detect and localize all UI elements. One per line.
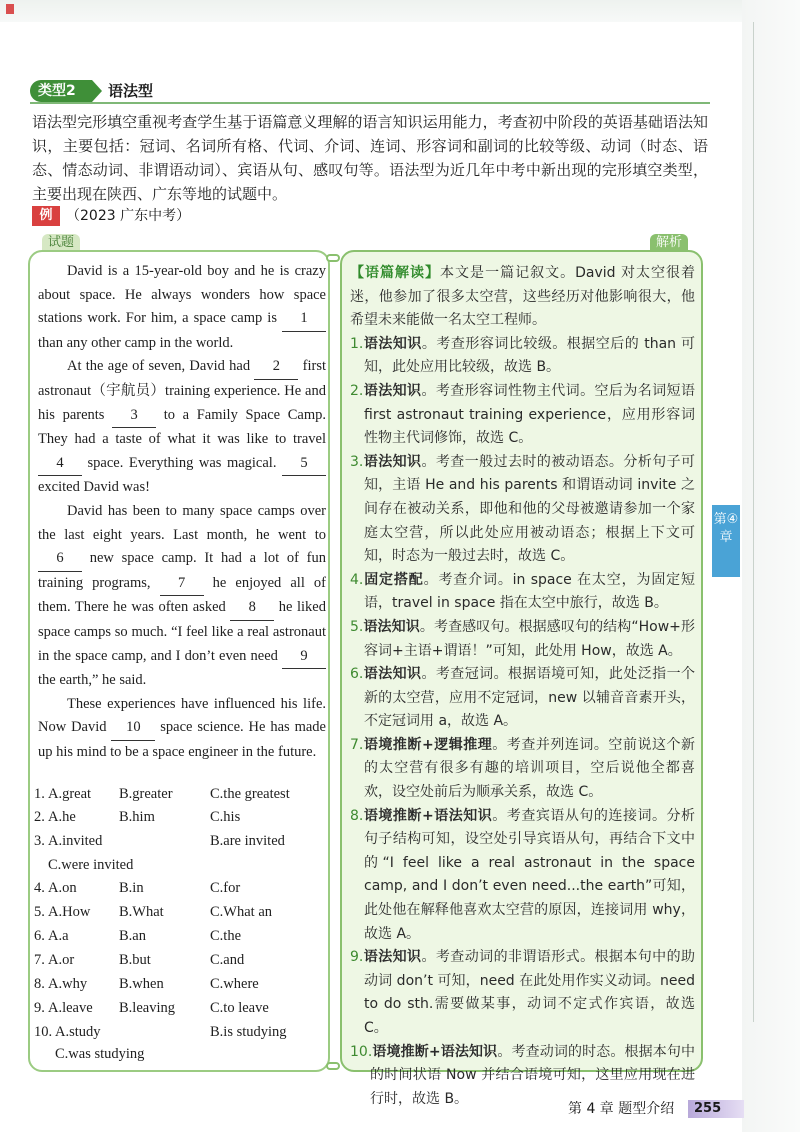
ring-clip-bottom (326, 1062, 340, 1070)
option-c: C.the greatest (210, 786, 290, 802)
analysis-type: 语境推断+逻辑推理 (363, 736, 493, 753)
option-number: 3. (34, 833, 45, 849)
blank: 1 (282, 307, 326, 332)
option-c: C.was studying (55, 1046, 145, 1062)
analysis-explanation: 。考查动词的时态。根据本句中的时间状语 Now 并结合语境可知，这里应用现在进行时，故选 B。 (370, 1043, 696, 1107)
blank: 2 (254, 355, 298, 380)
option-number: 1. (34, 786, 45, 802)
analysis-type: 语境推断+语法知识 (372, 1043, 498, 1060)
passage-text: space science. He has made up his mind to be a space engineer in the future. (38, 719, 326, 760)
option-b: B.are invited (210, 833, 285, 849)
top-bar (0, 0, 800, 22)
analysis-number: 4. (350, 571, 364, 588)
passage-text: At the age of seven, David had (67, 358, 255, 375)
option-number: 10. (34, 1024, 53, 1040)
option-c: C.What an (210, 904, 273, 920)
option-b: B.What (119, 904, 164, 920)
ring-clip-top (326, 254, 340, 262)
analysis-number: 2. (350, 382, 364, 399)
edge-divider (753, 22, 754, 1022)
analysis-number: 7. (350, 736, 364, 753)
option-a: A.on (48, 880, 77, 896)
analysis-explanation: 。考查感叹句。根据感叹句的结构“How+形容词+主语+谓语！”可知，此处用 How，故选 A。 (364, 618, 696, 659)
analysis-explanation: 。考查冠词。根据语境可知，此处泛指一个新的太空营，应用不定冠词，new 以辅音音素开头，不定冠词用 a，故选 A。 (364, 666, 696, 730)
analysis-number: 5. (350, 618, 364, 635)
analysis-type: 语法知识 (363, 453, 422, 470)
analysis-type: 语法知识 (363, 666, 422, 683)
analysis-number: 1. (350, 335, 364, 352)
passage-text: excited David was! (38, 479, 150, 496)
analysis-lead (350, 262, 695, 333)
example-badge: 例 (32, 206, 60, 226)
option-a: A.or (48, 952, 75, 968)
section-title: 语法型 (108, 82, 154, 100)
analysis-item (350, 569, 695, 616)
passage-text: David is a 15-year-old boy and he is crazy about space. He always wonders how space stations work. For him, a space camp is (38, 263, 326, 327)
option-c: C.his (210, 809, 241, 825)
analysis-explanation: 。考查形容词性物主代词。空后为名词短语 first astronaut training experience，应用形容词性物主代词修饰，故选 C。 (364, 382, 696, 447)
option-b: B.him (119, 809, 155, 825)
option-b: B.an (119, 928, 146, 944)
option-a: A.a (48, 928, 69, 944)
passage-paragraph (38, 500, 326, 693)
option-number: 8. (34, 976, 45, 992)
analysis-text (350, 262, 695, 1111)
chapter-tab[interactable]: 第④章 (712, 505, 740, 577)
passage-text: David has been to many space camps over the last eight years. Last month, he went to (38, 502, 326, 543)
option-c: C.the (210, 928, 242, 944)
section-underline (30, 102, 710, 104)
page-edge (742, 0, 800, 1132)
passage-text: These experiences have influenced his life. Now David (38, 695, 326, 736)
analysis-lead-text: 本文是一篇记叙文。David 对太空很着迷，他参加了很多太空营，这些经历对他影响很大，他希望未来能做一名太空工程师。 (350, 265, 696, 329)
passage-text: space. Everything was magical. (82, 454, 282, 471)
bookmark-icon (6, 4, 14, 14)
blank: 9 (282, 645, 326, 670)
analysis-type: 语法知识 (363, 618, 420, 635)
analysis-item (350, 380, 695, 451)
tab-question: 试题 (42, 234, 80, 252)
option-a: A.why (48, 976, 88, 992)
analysis-type: 固定搭配 (363, 571, 424, 588)
analysis-type: 语境推断+语法知识 (363, 807, 493, 824)
analysis-item (350, 616, 695, 663)
analysis-type: 语法知识 (363, 949, 422, 966)
passage-text: than any other camp in the world. (38, 334, 234, 351)
footer-label: 第 4 章 题型介绍 (568, 1101, 675, 1117)
section-badge: 类型2 (30, 80, 92, 102)
passage-paragraph (38, 260, 326, 355)
option-number: 7. (34, 952, 45, 968)
option-number: 6. (34, 928, 45, 944)
example-source: （2023 广东中考） (66, 208, 191, 224)
blank: 3 (112, 404, 156, 429)
option-b: B.leaving (119, 1000, 175, 1016)
option-b: B.when (119, 976, 164, 992)
blank: 6 (38, 547, 82, 572)
analysis-type: 语法知识 (363, 335, 422, 352)
option-number: 4. (34, 880, 45, 896)
option-b: B.greater (119, 786, 173, 802)
blank: 4 (38, 452, 82, 477)
analysis-explanation: 。考查一般过去时的被动语态。分析句子可知，主语 He and his parents 和谓语动词 invite 之间存在被动关系，即他和他的父母被邀请参加一个家庭太空营，所以此处应用被动语态；根据上下文可知，时态为一般过去时，故选 C。 (364, 453, 696, 565)
analysis-explanation: 。考查并列连词。空前说这个新的太空营有很多有趣的培训项目，空后说他全都喜欢，设空处前后为顺承关系，故选 C。 (364, 736, 696, 801)
analysis-explanation: 。考查形容词比较级。根据空后的 than 可知，此处应用比较级，故选 B。 (364, 335, 695, 376)
option-a: A.study (55, 1024, 101, 1040)
passage-text: new space camp. It had a lot of fun training programs, (38, 550, 326, 591)
analysis-type: 语法知识 (363, 382, 422, 399)
blank: 5 (282, 452, 326, 477)
analysis-number: 9. (350, 949, 364, 966)
intro-paragraph: 语法型完形填空重视考查学生基于语篇意义理解的语言知识运用能力，考查初中阶段的英语基础语法知识，主要包括：冠词、名词所有格、代词、介词、连词、形容词和副词的比较等级、动词（时态、语态、情态动词、非谓语动词）、宾语从句、感叹句等。语法型为近几年中考中新出现的完形填空类型，主要出现在陕西、广东等地的试题中。 (32, 113, 708, 203)
analysis-item (350, 946, 695, 1040)
option-b: B.is studying (210, 1024, 287, 1040)
option-a: A.he (48, 809, 76, 825)
option-c: C.and (210, 952, 245, 968)
tab-analysis: 解析 (650, 234, 688, 252)
option-b: B.but (119, 952, 151, 968)
analysis-number: 10. (350, 1043, 373, 1060)
option-a: A.invited (48, 833, 103, 849)
analysis-explanation: 。考查介词。in space 在太空，为固定短语，travel in space 指在太空中旅行，故选 B。 (364, 571, 696, 612)
analysis-item (350, 805, 695, 947)
analysis-explanation: 。考查动词的非谓语形式。根据本句中的助动词 don’t 可知，need 在此处用作实义动词。need to do sth.需要做某事，动词不定式作宾语，故选 C。 (364, 949, 696, 1036)
analysis-item (350, 451, 695, 569)
passage-paragraph (38, 355, 326, 500)
blank: 8 (230, 596, 274, 621)
option-c: C.to leave (210, 1000, 269, 1016)
option-a: A.great (48, 786, 92, 802)
passage-text: he liked space camps so much. “I feel like a real astronaut in the space camp, and I don’t even need (38, 599, 326, 664)
cloze-passage (38, 260, 326, 764)
option-a: A.leave (48, 1000, 93, 1016)
analysis-item (350, 734, 695, 805)
analysis-explanation: 。考查宾语从句的连接词。分析句子结构可知，设空处引导宾语从句，再结合下文中的“I feel like a real astronaut in the space camp, and I don’t even need...the earth”可知，此处他在解释他喜欢太空营的原因，连接词用 why，故选 A。 (364, 807, 696, 942)
passage-text: he enjoyed all of them. There he was often asked (38, 574, 326, 616)
option-a: A.How (48, 904, 91, 920)
passage-text: first astronaut（宇航员）training experience. He and his parents (38, 358, 326, 423)
analysis-lead-label: 【语篇解读】 (350, 265, 441, 281)
option-number: 2. (34, 809, 45, 825)
analysis-number: 6. (350, 666, 364, 683)
analysis-number: 8. (350, 807, 364, 824)
option-c: C.were invited (48, 857, 134, 873)
blank: 10 (111, 716, 155, 741)
passage-text: the earth,” he said. (38, 672, 147, 689)
analysis-item (350, 663, 695, 734)
analysis-item (350, 333, 695, 380)
analysis-number: 3. (350, 453, 364, 470)
page-number: 255 (688, 1100, 744, 1118)
passage-paragraph (38, 693, 326, 765)
option-c: C.for (210, 880, 241, 896)
option-number: 5. (34, 904, 45, 920)
option-number: 9. (34, 1000, 45, 1016)
option-c: C.where (210, 976, 259, 992)
blank: 7 (160, 572, 204, 597)
passage-text: to a Family Space Camp. They had a taste of what it was like to travel (38, 406, 327, 448)
option-b: B.in (119, 880, 144, 896)
